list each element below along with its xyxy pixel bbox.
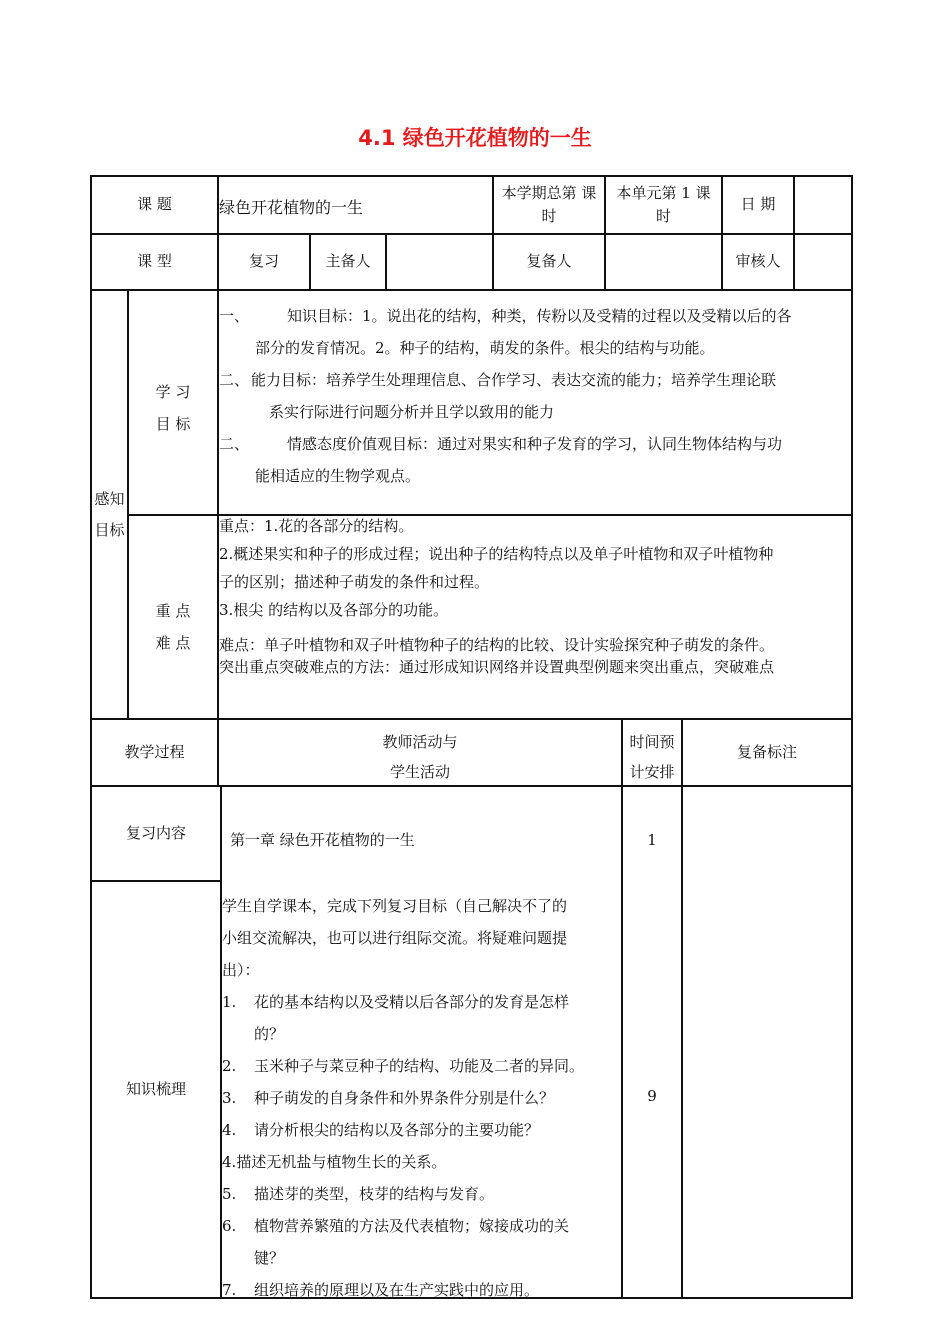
question-text: 植物营养繁殖的方法及代表植物；嫁接成功的关 [254, 1217, 570, 1235]
col-time-line1: 时间预 [629, 733, 675, 751]
question-text: 种子萌发的自身条件和外界条件分别是什么？ [254, 1089, 555, 1107]
difficulty-line: 难点：单子叶植物和双子叶植物种子的结构的比较、设计实验探究种子萌发的条件。 [219, 636, 775, 654]
goals-list [219, 300, 851, 492]
study-goals-label-line2: 目 标 [155, 415, 191, 433]
question-number: 6. [222, 1217, 237, 1235]
goal-item-knowledge [219, 300, 851, 364]
question-item [222, 1210, 622, 1274]
question-text: 描述芽的类型，枝芽的结构与发育。 [254, 1185, 495, 1203]
question-number: 3. [222, 1089, 237, 1107]
topic-label: 课 题 [137, 195, 172, 214]
key-points-label [129, 594, 217, 660]
question-item [222, 1178, 622, 1210]
goals-section-label: 感知目标 [94, 490, 125, 539]
unit-lesson-label: 本单元第 1 课 时 [616, 183, 711, 225]
knowledge-label: 知识梳理 [125, 1079, 186, 1098]
key-point-line: 子的区别；描述种子萌发的条件和过程。 [219, 573, 490, 591]
type-value: 复习 [248, 252, 279, 271]
page-title: 4.1 绿色开花植物的一生 [358, 126, 592, 150]
question-item [222, 1050, 622, 1082]
intro-line: 学生自学课本，完成下列复习目标（自己解决不了的 [222, 897, 568, 915]
knowledge-time: 9 [647, 1087, 657, 1106]
question-text-cont: 的？ [254, 1025, 285, 1043]
goal-text: 知识目标：1。说出花的结构，种类，传粉以及受精的过程以及受精以后的各 [287, 307, 792, 325]
question-item [222, 1274, 622, 1306]
review-content: 第一章 绿色开花植物的一生 [230, 831, 415, 849]
topic-value: 绿色开花植物的一生 [219, 198, 364, 217]
reviewer-label: 审核人 [735, 252, 781, 271]
date-label: 日 期 [740, 195, 776, 214]
semester-lesson-label: 本学期总第 课 时 [501, 183, 597, 225]
question-text: 请分析根尖的结构以及各部分的主要功能？ [254, 1121, 540, 1139]
method-line: 突出重点突破难点的方法：通过形成知识网络并设置典型例题来突出重点，突破难点 [219, 658, 775, 676]
question-item [222, 1114, 622, 1146]
question-text-cont: 键？ [254, 1249, 285, 1267]
question-number: 1. [222, 993, 237, 1011]
question-number: 4. [222, 1121, 237, 1139]
key-points-label-line2: 难 点 [155, 634, 191, 652]
preparer-label: 主备人 [325, 252, 371, 271]
question-text: 组织培养的原理以及在生产实践中的应用。 [254, 1281, 540, 1299]
key-point-line: 2.概述果实和种子的形成过程；说出种子的结构特点以及单子叶植物和双子叶植物种 [219, 545, 774, 563]
col-activity-line1: 教师活动与 [382, 733, 458, 751]
question-text: 花的基本结构以及受精以后各部分的发育是怎样 [254, 993, 570, 1011]
question-number: 7. [222, 1281, 237, 1299]
key-point-line: 重点：1.花的各部分的结构。 [219, 517, 414, 535]
col-time-header [623, 727, 681, 787]
col-activity-line2: 学生活动 [389, 763, 450, 781]
goal-text-cont: 系实行际进行问题分析并且学以致用的能力 [269, 403, 555, 421]
key-point-line: 3.根尖 的结构以及各部分的功能。 [219, 601, 449, 619]
question-number: 4. [222, 1153, 237, 1171]
question-number: 2. [222, 1057, 237, 1075]
goal-text: 能力目标：培养学生处理理信息、合作学习、表达交流的能力；培养学生理论联 [251, 371, 777, 389]
study-goals-label-line1: 学 习 [155, 383, 191, 401]
col-time-line2: 计安排 [629, 763, 675, 781]
goal-marker: 二、 [219, 435, 250, 453]
intro-line: 小组交流解决，也可以进行组际交流。将疑难问题提 [222, 929, 568, 947]
key-points-content [219, 512, 851, 678]
question-item [222, 986, 622, 1050]
col-process-header: 教学过程 [124, 742, 185, 761]
review-time: 1 [647, 831, 657, 850]
intro-line: 出）： [222, 961, 260, 979]
study-goals-label [129, 375, 217, 441]
question-text: 玉米种子与菜豆种子的结构、功能及二者的异同。 [254, 1057, 585, 1075]
col-activity-header [219, 727, 621, 787]
key-points-label-line1: 重 点 [155, 602, 191, 620]
goal-text: 情感态度价值观目标：通过对果实和种子发育的学习，认同生物体结构与功 [287, 435, 783, 453]
col-notes-header: 复备标注 [736, 742, 797, 761]
question-number: 5. [222, 1185, 237, 1203]
goal-text-cont: 能相适应的生物学观点。 [255, 467, 421, 485]
type-label: 课 型 [137, 252, 172, 271]
goal-marker: 二、 [219, 371, 250, 389]
review-label: 复习内容 [125, 823, 186, 842]
question-item [222, 1146, 622, 1178]
goal-item-attitude [219, 428, 851, 492]
question-item [222, 1082, 622, 1114]
goal-text-cont: 部分的发育情况。2。种子的结构，萌发的条件。根尖的结构与功能。 [255, 339, 715, 357]
knowledge-content [222, 890, 622, 1306]
goal-marker: 一、 [219, 307, 250, 325]
goal-item-ability [219, 364, 851, 428]
co-preparer-label: 复备人 [526, 252, 572, 271]
key-point-spacer [219, 624, 851, 634]
question-text: 描述无机盐与植物生长的关系。 [236, 1153, 447, 1171]
